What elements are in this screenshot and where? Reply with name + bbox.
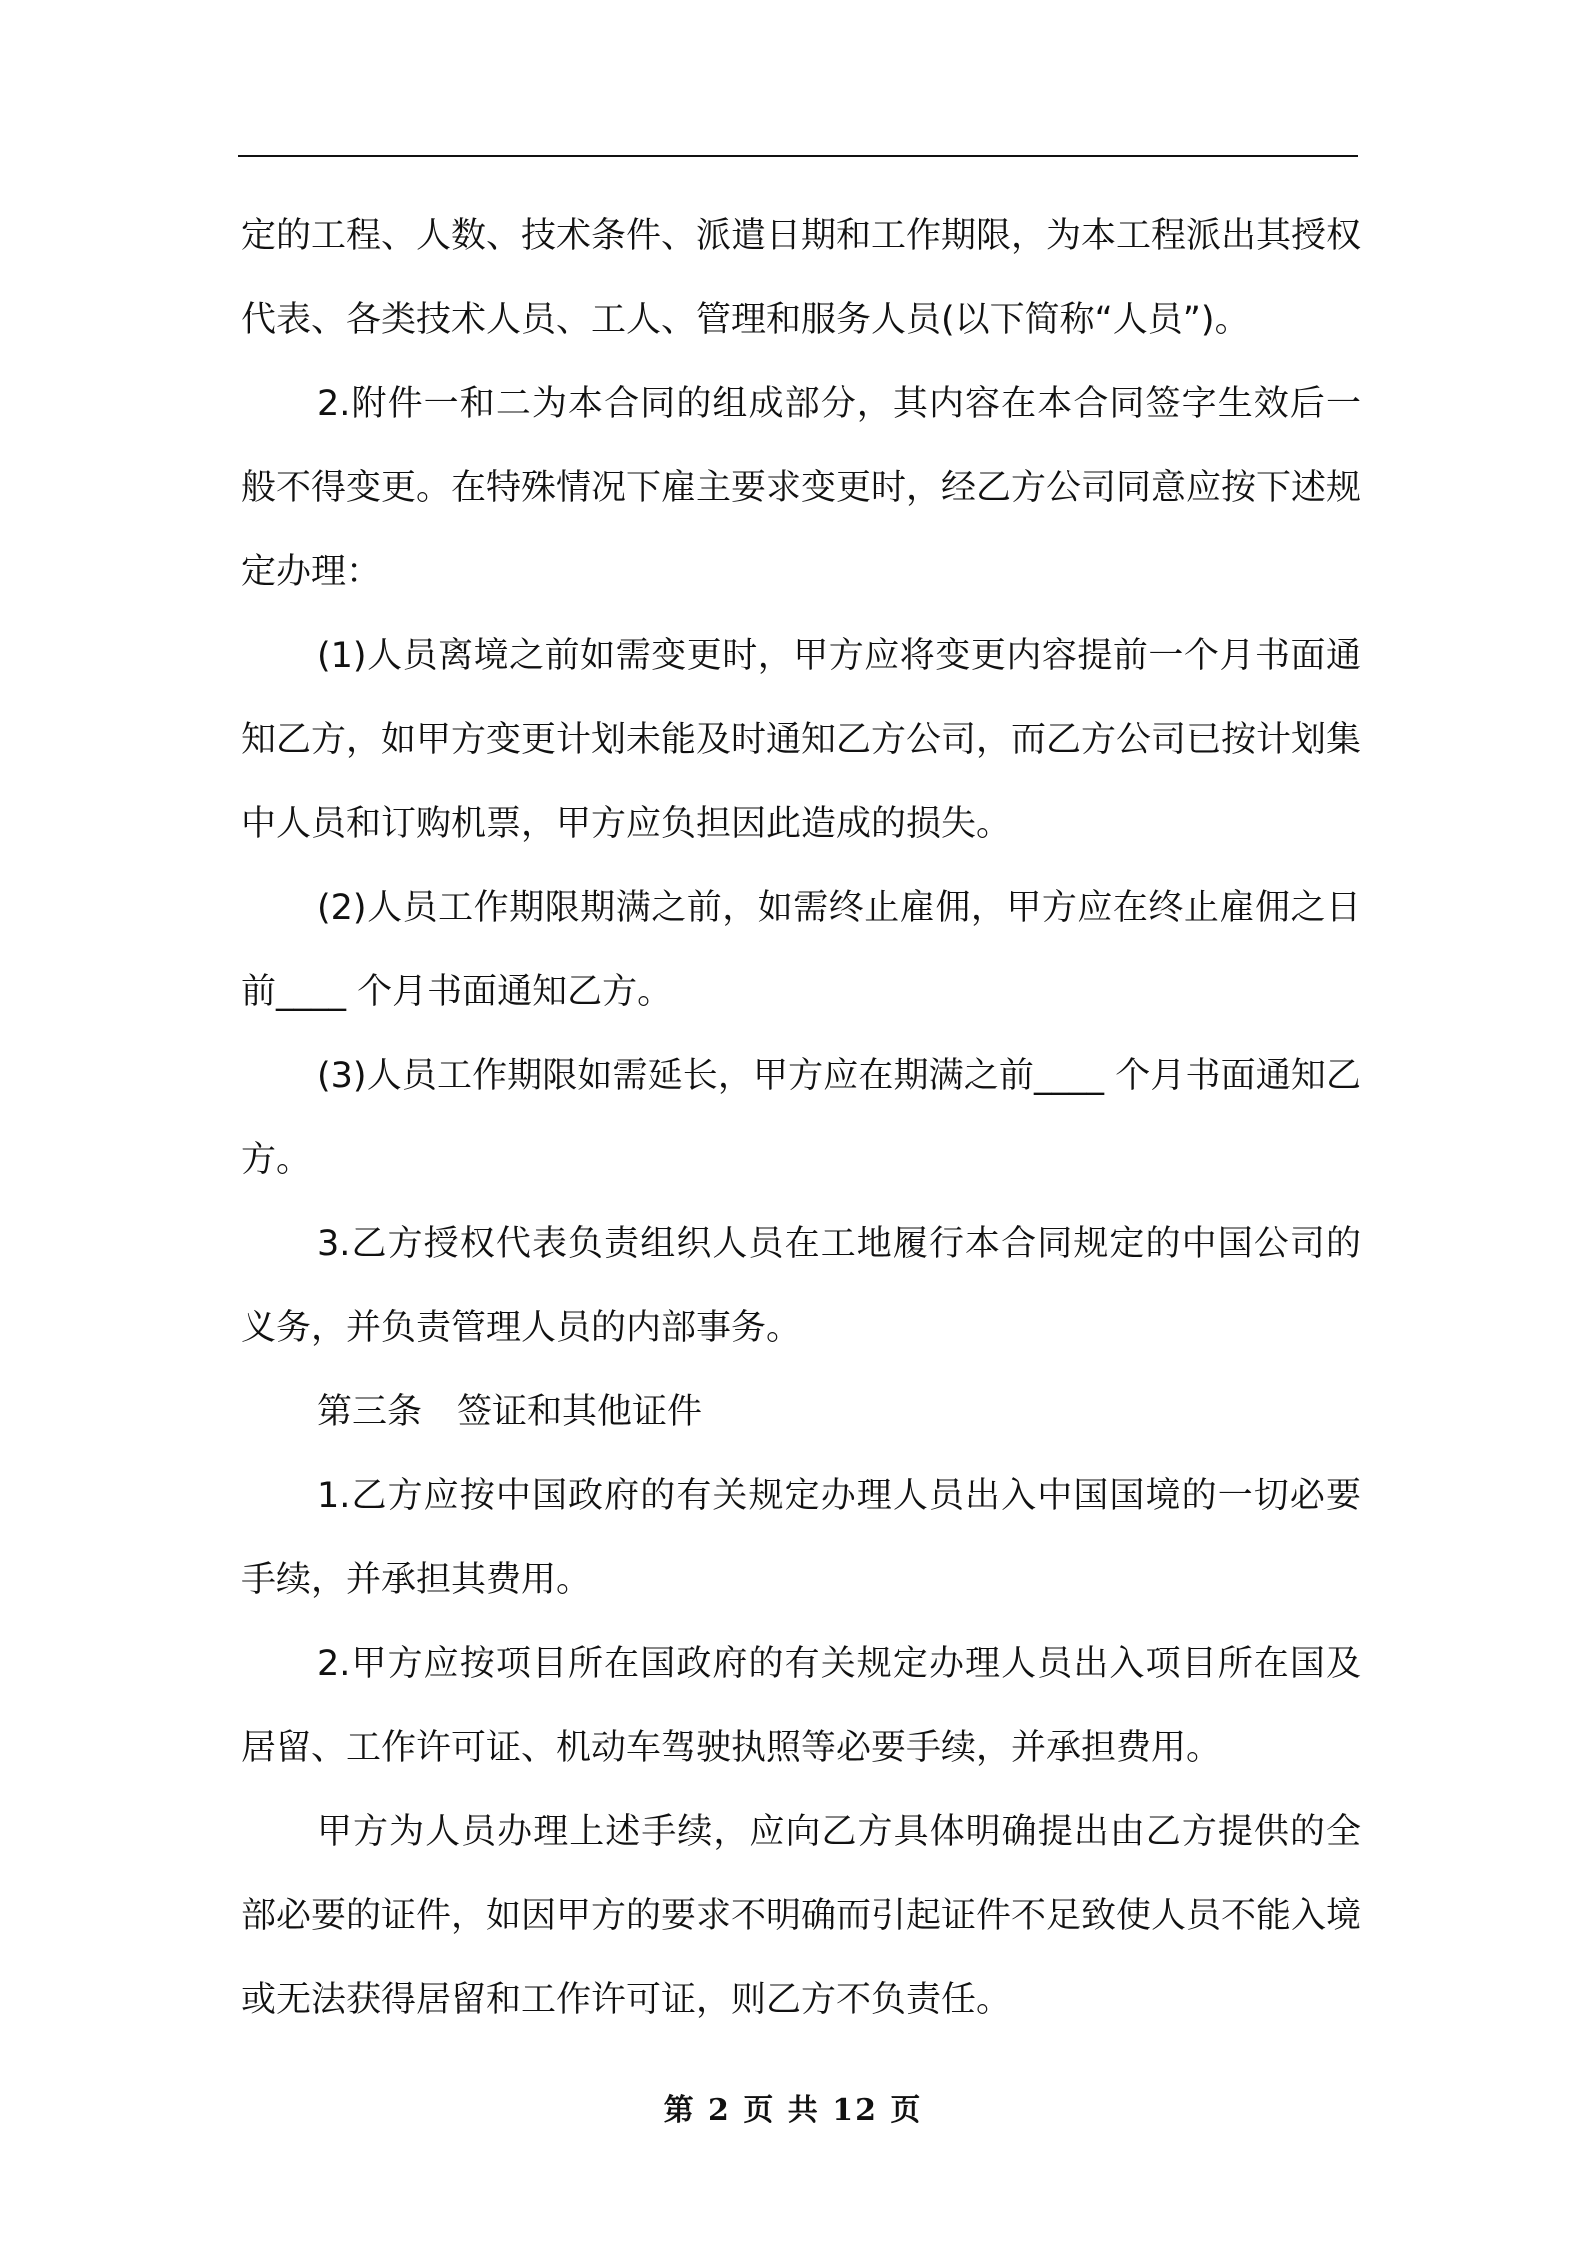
- paragraph-clause-2: 2.附件一和二为本合同的组成部分，其内容在本合同签字生效后一般不得变更。在特殊情况下雇主要求变更时，经乙方公司同意应按下述规定办理：: [241, 384, 1362, 592]
- header-rule: [238, 155, 1358, 157]
- paragraph-visa-1: 1.乙方应按中国政府的有关规定办理人员出入中国国境的一切必要手续，并承担其费用。: [241, 1476, 1361, 1600]
- page-number: 第 2 页 共 12 页: [663, 2093, 923, 2128]
- document-body: [241, 194, 1361, 2042]
- paragraph-clause-3: 3.乙方授权代表负责组织人员在工地履行本合同规定的中国公司的义务，并负责管理人员的内部事务。: [241, 1224, 1361, 1348]
- paragraph-visa-note: 甲方为人员办理上述手续，应向乙方具体明确提出由乙方提供的全部必要的证件，如因甲方的要求不明确而引起证件不足致使人员不能入境或无法获得居留和工作许可证，则乙方不负责任。: [241, 1812, 1362, 2020]
- paragraph-item-2: (2)人员工作期限期满之前，如需终止雇佣，甲方应在终止雇佣之日前____ 个月书面通知乙方。: [241, 888, 1361, 1012]
- paragraph-item-3: (3)人员工作期限如需延长，甲方应在期满之前____ 个月书面通知乙方。: [241, 1056, 1361, 1180]
- paragraph-continuation: 定的工程、人数、技术条件、派遣日期和工作期限，为本工程派出其授权代表、各类技术人员、工人、管理和服务人员(以下简称“人员”)。: [241, 216, 1362, 340]
- article-heading: 第三条 签证和其他证件: [317, 1392, 703, 1432]
- paragraph-visa-2: 2.甲方应按项目所在国政府的有关规定办理人员出入项目所在国及居留、工作许可证、机动车驾驶执照等必要手续，并承担费用。: [241, 1644, 1361, 1768]
- paragraph-item-1: (1)人员离境之前如需变更时，甲方应将变更内容提前一个月书面通知乙方，如甲方变更计划未能及时通知乙方公司，而乙方公司已按计划集中人员和订购机票，甲方应负担因此造成的损失。: [241, 636, 1362, 844]
